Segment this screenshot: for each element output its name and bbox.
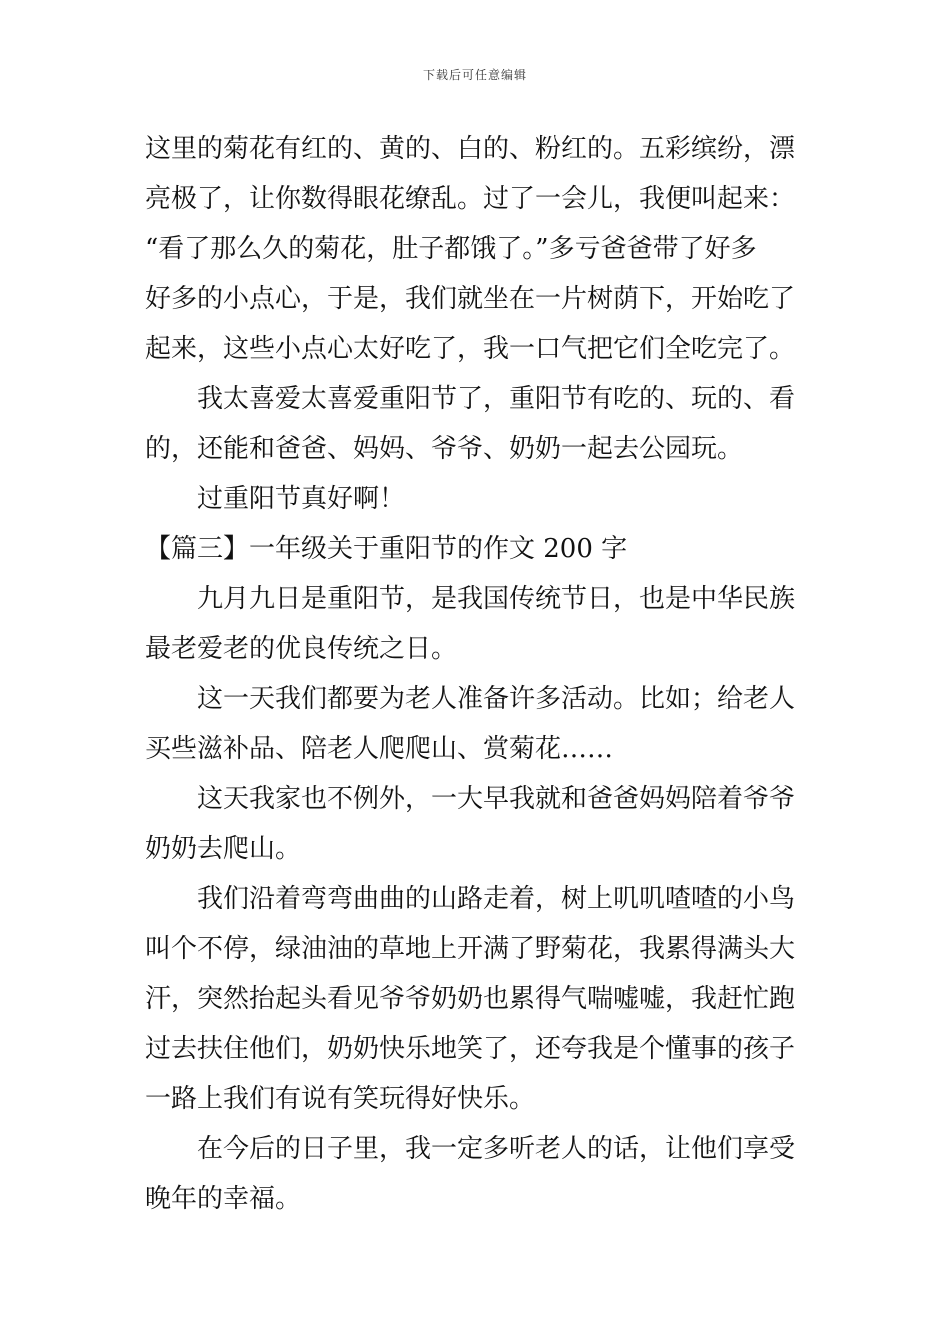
- text-line: 晚年的幸福。: [145, 1184, 302, 1214]
- text-line: 这一天我们都要为老人准备许多活动。比如；给老人: [197, 684, 796, 714]
- text-line: 奶奶去爬山。: [145, 834, 302, 864]
- text-line: 我太喜爱太喜爱重阳节了，重阳节有吃的、玩的、看: [197, 384, 796, 414]
- text-line: 在今后的日子里，我一定多听老人的话，让他们享受: [197, 1134, 796, 1164]
- text-line: 这里的菊花有红的、黄的、白的、粉红的。五彩缤纷，漂: [145, 134, 796, 164]
- document-body: [145, 124, 810, 1224]
- page-header-note: 下载后可任意编辑: [422, 68, 527, 82]
- text-line: 好多的小点心，于是，我们就坐在一片树荫下，开始吃了: [145, 284, 796, 314]
- text-line: 一路上我们有说有笑玩得好快乐。: [145, 1084, 536, 1114]
- text-line: 九月九日是重阳节，是我国传统节日，也是中华民族: [197, 584, 796, 614]
- text-line: 我们沿着弯弯曲曲的山路走着，树上叽叽喳喳的小鸟: [197, 884, 796, 914]
- text-line: 过去扶住他们，奶奶快乐地笑了，还夸我是个懂事的孩子: [145, 1034, 796, 1064]
- text-line: 【篇三】一年级关于重阳节的作文 200 字: [145, 534, 628, 564]
- text-line: 买些滋补品、陪老人爬爬山、赏菊花……: [145, 734, 614, 764]
- text-line: 的，还能和爸爸、妈妈、爷爷、奶奶一起去公园玩。: [145, 434, 744, 464]
- text-line: 叫个不停，绿油油的草地上开满了野菊花，我累得满头大: [145, 934, 796, 964]
- text-line: 最老爱老的优良传统之日。: [145, 634, 458, 664]
- text-line: 这天我家也不例外，一大早我就和爸爸妈妈陪着爷爷: [197, 784, 796, 814]
- text-line: 过重阳节真好啊！: [197, 484, 406, 514]
- text-line: “看了那么久的菊花，肚子都饿了。”多亏爸爸带了好多: [145, 234, 757, 264]
- text-line: 汗，突然抬起头看见爷爷奶奶也累得气喘嘘嘘，我赶忙跑: [145, 984, 796, 1014]
- text-line: 起来，这些小点心太好吃了，我一口气把它们全吃完了。: [145, 334, 796, 364]
- text-line: 亮极了，让你数得眼花缭乱。过了一会儿，我便叫起来：: [145, 184, 796, 214]
